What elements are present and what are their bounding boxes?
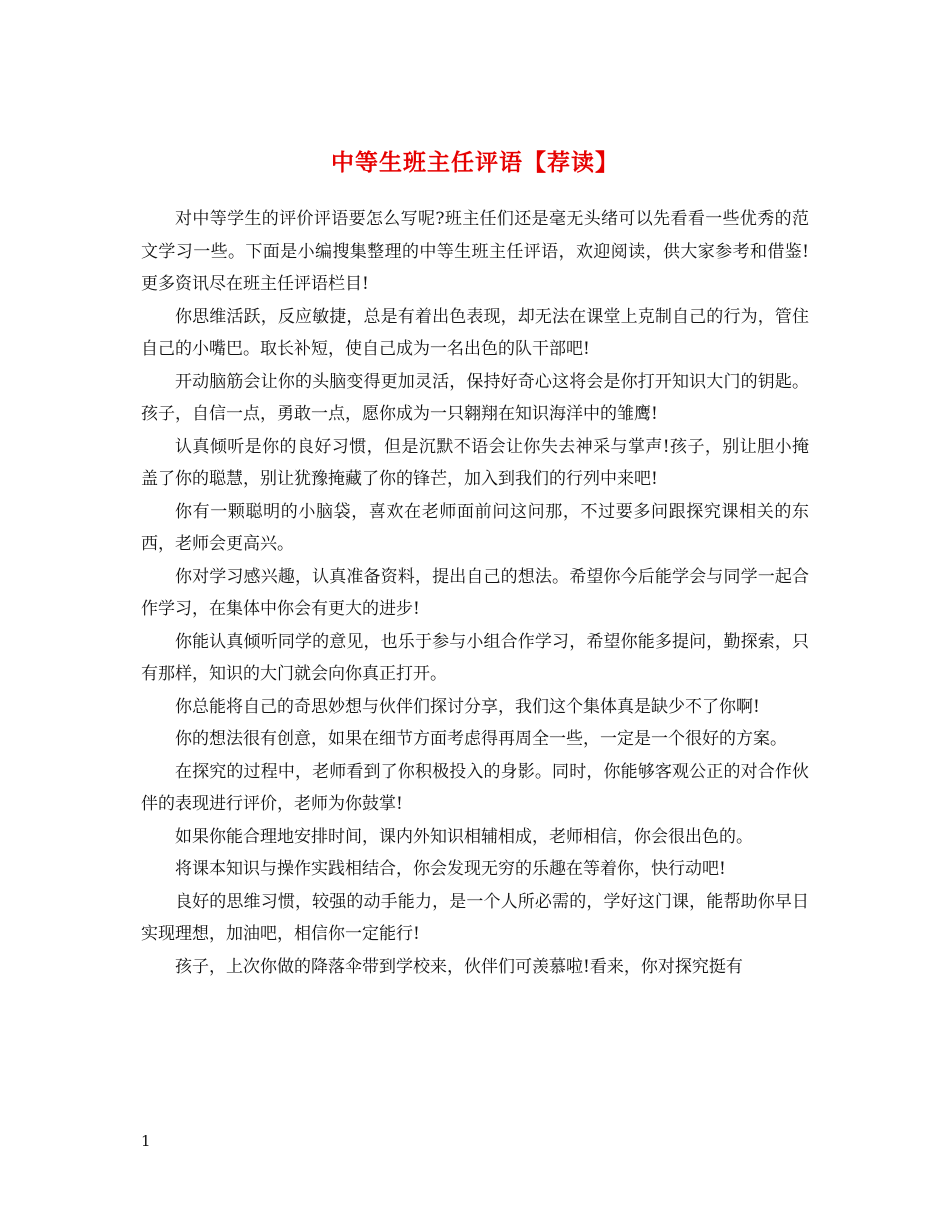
paragraph: 你总能将自己的奇思妙想与伙伴们探讨分享，我们这个集体真是缺少不了你啊!	[175, 696, 760, 717]
paragraph: 你能认真倾听同学的意见，也乐于参与小组合作学习，希望你能多提问，勤探索，只有那样，知识的大门就会向你真正打开。	[141, 631, 809, 684]
paragraph: 你对学习感兴趣，认真准备资料，提出自己的想法。希望你今后能学会与同学一起合作学习，在集体中你会有更大的进步!	[141, 566, 809, 619]
paragraph: 你有一颗聪明的小脑袋，喜欢在老师面前问这问那，不过要多问跟探究课相关的东西，老师会更高兴。	[141, 501, 809, 554]
paragraph: 将课本知识与操作实践相结合，你会发现无穷的乐趣在等着你，快行动吧!	[175, 859, 726, 879]
document-title: 中等生班主任评语【荐读】	[331, 149, 619, 177]
document-body	[141, 203, 809, 983]
paragraph: 开动脑筋会让你的头脑变得更加灵活，保持好奇心这将会是你打开知识大门的钥匙。孩子，自信一点，勇敢一点，愿你成为一只翱翔在知识海洋中的雏鹰!	[141, 371, 809, 424]
paragraph: 你的想法很有创意，如果在细节方面考虑得再周全一些，一定是一个很好的方案。	[175, 729, 787, 749]
paragraph: 对中等学生的评价评语要怎么写呢?班主任们还是毫无头绪可以先看看一些优秀的范文学习一些。下面是小编搜集整理的中等生班主任评语，欢迎阅读，供大家参考和借鉴!更多资讯尽在班主任评语栏目!	[141, 209, 809, 294]
paragraph: 在探究的过程中，老师看到了你积极投入的身影。同时，你能够客观公正的对合作伙伴的表现进行评价，老师为你鼓掌!	[141, 761, 809, 814]
page-number: 1	[141, 1132, 151, 1150]
paragraph: 孩子，上次你做的降落伞带到学校来，伙伴们可羡慕啦!看来，你对探究挺有	[175, 956, 743, 977]
paragraph: 你思维活跃，反应敏捷，总是有着出色表现，却无法在课堂上克制自己的行为，管住自己的小嘴巴。取长补短，使自己成为一名出色的队干部吧!	[141, 306, 809, 359]
paragraph: 如果你能合理地安排时间，课内外知识相辅相成，老师相信，你会很出色的。	[175, 826, 753, 847]
paragraph: 良好的思维习惯，较强的动手能力，是一个人所必需的，学好这门课，能帮助你早日实现理想，加油吧，相信你一定能行!	[141, 891, 809, 944]
paragraph: 认真倾听是你的良好习惯，但是沉默不语会让你失去神采与掌声!孩子，别让胆小掩盖了你的聪慧，别让犹豫掩藏了你的锋芒，加入到我们的行列中来吧!	[141, 436, 809, 489]
